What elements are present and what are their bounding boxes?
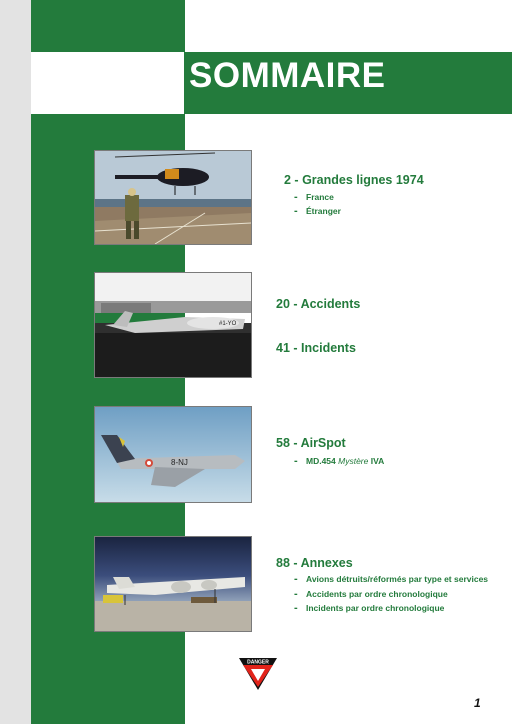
bullet-dash: - [294,205,298,217]
bullet-dash: - [294,191,298,203]
page-number: 1 [474,696,481,710]
toc-entry-annexes[interactable] [276,556,353,570]
toc-page-number: 88 - [276,556,298,570]
aircraft-variant: IVA [370,456,385,466]
bullet-dash: - [294,573,298,585]
toc-sub-label: France [306,192,334,202]
aircraft-name: Mystère [338,456,369,466]
toc-title: Accidents [300,297,361,311]
toc-sub-incidents-chrono[interactable] [294,602,444,614]
photo-bomber [94,536,252,632]
toc-title: Grandes lignes 1974 [302,173,424,187]
toc-sub-accidents-chrono[interactable] [294,588,448,600]
toc-entry-incidents[interactable] [276,341,356,355]
photo-mystere-jet [94,406,252,503]
logo-text: DANGER [247,659,269,666]
toc-sub-avions-detruits[interactable] [294,573,488,585]
svg-text:#1-YO: #1-YO [219,321,237,327]
photo-helicopter [94,150,252,245]
toc-sub-label: Accidents par ordre chronologique [306,589,448,599]
toc-sub-label: Étranger [306,206,341,216]
svg-text:8-NJ: 8-NJ [171,458,188,467]
toc-sub-france[interactable] [294,191,334,203]
toc-page-number: 41 - [276,341,298,355]
toc-page-number: 20 - [276,297,298,311]
bullet-dash: - [294,455,298,467]
aircraft-designation: MD.454 [306,456,336,466]
photo-crashed-jet [94,272,252,378]
toc-title: Incidents [301,341,356,355]
bullet-dash: - [294,588,298,600]
toc-page-number: 2 - [284,173,299,187]
toc-sub-etranger[interactable] [294,205,341,217]
danger-triangle-logo [238,657,278,691]
toc-title: AirSpot [300,436,346,450]
page-title: SOMMAIRE [189,56,386,95]
toc-title: Annexes [300,556,353,570]
left-grey-strip [0,0,31,724]
toc-sub-label: Avions détruits/réformés par type et services [306,574,489,584]
toc-sub-md454[interactable] [294,455,384,467]
green-column-top [31,0,185,52]
toc-sub-label: Incidents par ordre chronologique [306,603,445,613]
toc-page-number: 58 - [276,436,298,450]
bullet-dash: - [294,602,298,614]
toc-entry-grandes-lignes[interactable] [284,173,424,187]
toc-entry-airspot[interactable] [276,436,346,450]
toc-entry-accidents[interactable] [276,297,360,311]
